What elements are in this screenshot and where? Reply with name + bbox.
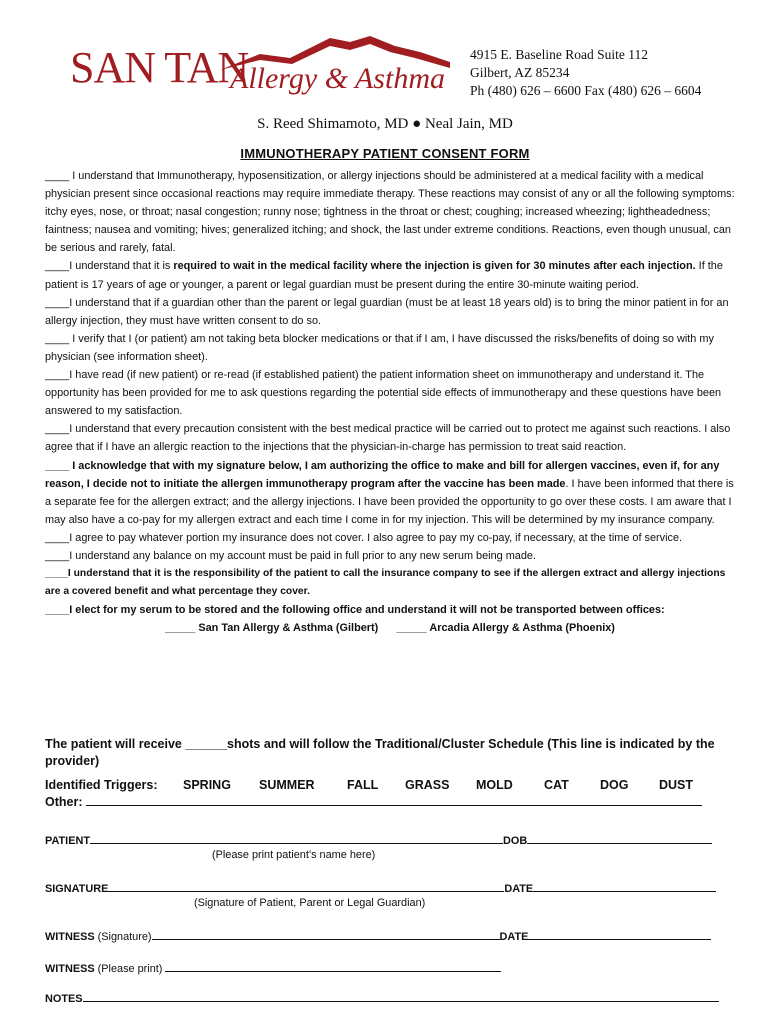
trigger-option[interactable]: DUST <box>659 778 694 792</box>
consent-item: ____I understand that if a guardian other than the parent or legal guardian (must be at least 18 years old) is to bring the minor patient in for an allergy injection, they must have written consent to do so. <box>45 296 729 327</box>
witness-print-line[interactable] <box>165 960 501 972</box>
consent-item-text: . I have been informed that there is a separate fee for the allergen extract; and the allergy injections. I have been provided the opportunity to go over these costs. I am aware that I may also have a co-pay for my allergen extract and each time I come in for my injection. This will be determined by my insurance company. <box>45 477 734 526</box>
clinic-address <box>470 46 701 100</box>
consent-items <box>45 167 735 637</box>
consent-item <box>45 257 735 293</box>
consent-item-text: If the patient is 17 years of age or younger, a parent or legal guardian must be present during the entire 30-minute waiting period. <box>45 260 723 291</box>
signature-label: SIGNATURE <box>45 883 109 895</box>
trigger-option[interactable]: DOG <box>600 778 629 792</box>
other-label: Other: <box>45 795 83 809</box>
signature-row <box>45 880 725 914</box>
identified-triggers <box>45 776 725 812</box>
trigger-option[interactable]: SUMMER <box>259 778 315 792</box>
signature-date-line[interactable] <box>533 880 716 892</box>
trigger-options-row <box>45 776 725 794</box>
consent-item-emphasis: required to wait in the medical facility where the injection is given for 30 minutes after each injection. <box>173 260 696 273</box>
signature-line[interactable] <box>108 880 504 892</box>
logo-script-text: Allergy & Asthma <box>230 62 445 95</box>
witness-signature-line[interactable] <box>152 928 500 940</box>
consent-item: ____I understand any balance on my account must be paid in full prior to any new serum being made. <box>45 549 536 562</box>
dob-label: DOB <box>502 835 528 847</box>
triggers-label: Identified Triggers: <box>45 778 158 792</box>
address-city: Gilbert, AZ 85234 <box>470 65 570 80</box>
consent-item-text: ____I understand that it is <box>45 260 174 273</box>
other-trigger-line[interactable] <box>86 794 702 806</box>
signature-hint: (Signature of Patient, Parent or Legal Guardian) <box>194 897 426 909</box>
provider-schedule-line: The patient will receive ______shots and will follow the Traditional/Cluster Schedule (This line is indicated by the provider) <box>45 737 715 768</box>
patient-row <box>45 832 725 866</box>
witness-signature-row <box>45 928 725 943</box>
notes-label: NOTES <box>45 993 83 1005</box>
trigger-option[interactable]: GRASS <box>405 778 450 792</box>
witness-label: WITNESS <box>45 963 95 975</box>
witness-label: WITNESS <box>45 931 95 943</box>
date-label: DATE <box>499 931 529 943</box>
consent-item: ____ I verify that I (or patient) am not taking beta blocker medications or that if I am, I have discussed the risks/benefits of doing so with my physician (see information sheet). <box>45 332 714 363</box>
clinic-logo <box>70 32 450 106</box>
consent-item <box>45 565 735 601</box>
office-choice-row <box>45 619 735 637</box>
trigger-option[interactable]: MOLD <box>476 778 513 792</box>
letterhead <box>0 0 770 110</box>
consent-item: ____ I understand that Immunotherapy, hyposensitization, or allergy injections should be administered at a medical facility with a medical physician present since occasional reactions may require immediate therapy. These reactions may consist of any or all the following symptoms: itchy eyes, nose, or throat; nasal congestion; runny nose; tightness in the throat or chest; coughing; increased wheezing; lightheadedness; faintness; nausea and vomiting; hives; generalized itching; and shock, the last under extreme conditions. Reactions, even though unusual, can be serious and rarely, fatal. <box>45 170 735 255</box>
office-option-gilbert[interactable]: _____ San Tan Allergy & Asthma (Gilbert) <box>165 622 379 635</box>
consent-item-emphasis: ____I elect for my serum to be stored and the following office and understand it will not be transported between offices: <box>45 604 665 617</box>
witness-print-hint: (Please print) <box>94 963 166 975</box>
consent-item: ____I have read (if new patient) or re-read (if established patient) the patient information sheet on immunotherapy and understand it. The opportunity has been provided for me to ask questions regarding the potential side effects of immunotherapy and these questions have been answered to my satisfaction. <box>45 369 722 418</box>
trigger-option[interactable]: CAT <box>544 778 569 792</box>
office-option-phoenix[interactable]: _____ Arcadia Allergy & Asthma (Phoenix) <box>396 622 615 635</box>
notes-row <box>45 990 725 1005</box>
patient-label: PATIENT <box>45 835 90 847</box>
dob-line[interactable] <box>527 832 712 844</box>
address-phone-fax: Ph (480) 626 – 6600 Fax (480) 626 – 6604 <box>470 83 702 98</box>
form-title: IMMUNOTHERAPY PATIENT CONSENT FORM <box>240 146 530 161</box>
date-label: DATE <box>504 883 534 895</box>
consent-item: ____I understand that every precaution consistent with the best medical practice will be carried out to protect me against such reactions. I also agree that if I have an allergic reaction to the injections that the physician-in-charge has permission to treat said reaction. <box>45 423 731 454</box>
consent-item-emphasis: ____ I acknowledge that with my signature below, I am authorizing the office to make and bill for allergen vaccines, even if, for any reason, I decide not to initiate the allergen immunotherapy program after the vaccine has been made <box>45 459 720 490</box>
consent-item-emphasis: ____I understand that it is the responsibility of the patient to call the insurance company to see if the allergen extract and allergy injections are a covered benefit and what percentage they cover. <box>45 568 726 598</box>
witness-signature-hint: (Signature) <box>94 931 152 943</box>
address-street: 4915 E. Baseline Road Suite 112 <box>470 47 648 62</box>
trigger-option[interactable]: FALL <box>347 778 379 792</box>
patient-name-line[interactable] <box>90 832 503 844</box>
notes-line[interactable] <box>83 990 719 1002</box>
trigger-option[interactable]: SPRING <box>183 778 231 792</box>
physician-names: S. Reed Shimamoto, MD ● Neal Jain, MD <box>257 116 513 132</box>
consent-item: ____I agree to pay whatever portion my insurance does not cover. I also agree to pay my co-pay, if necessary, at the time of service. <box>45 531 683 544</box>
consent-item <box>45 457 735 529</box>
witness-print-row <box>45 960 725 975</box>
witness-date-line[interactable] <box>528 928 711 940</box>
patient-name-hint: (Please print patient’s name here) <box>212 849 376 861</box>
other-trigger-row <box>45 794 725 812</box>
logo-wordmark: SAN TAN <box>70 43 249 92</box>
consent-item <box>45 601 735 619</box>
